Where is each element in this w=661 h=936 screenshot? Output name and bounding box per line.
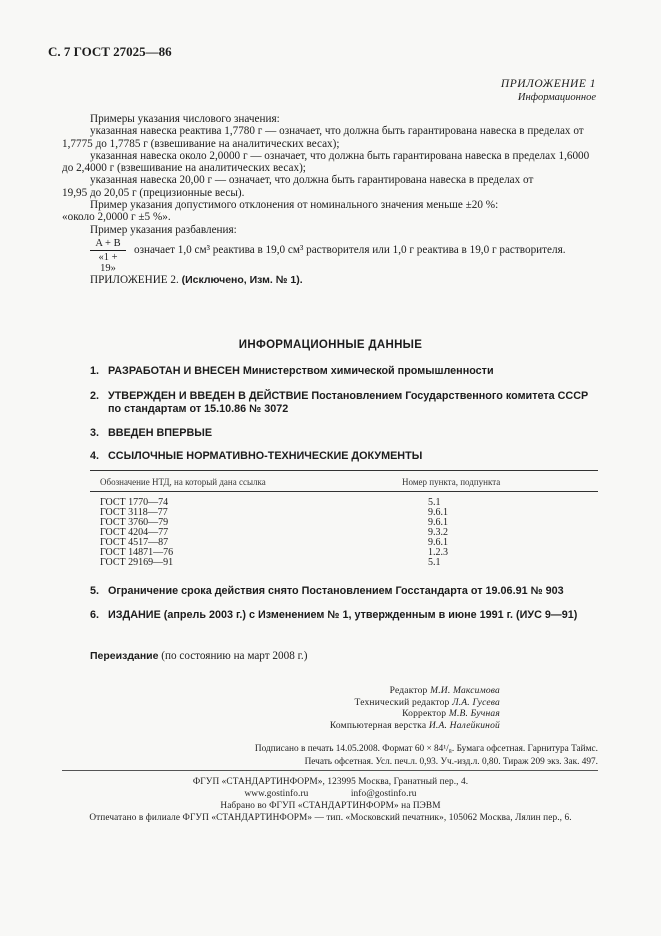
credit-role: Корректор (402, 709, 447, 719)
fraction-numerator: A + B (95, 237, 121, 249)
footer-divider (62, 770, 598, 771)
info-item (90, 450, 602, 463)
info-item-text: УТВЕРЖДЕН И ВВЕДЕН В ДЕЙСТВИЕ Постановлением Государственного комитета СССР по стандартам от 15.10.86 № 3072 (108, 390, 589, 415)
info-item (90, 390, 602, 415)
info-item-text: Ограничение срока действия снято Постановлением Госстандарта от 19.06.91 № 903 (108, 585, 564, 597)
credit-name: М.И. Максимова (430, 686, 500, 696)
republication-note (90, 650, 307, 662)
example-2-line-1: указанная навеска около 2,0000 г — означает, что должна быть гарантирована навеска в пределах 1,6000 (90, 149, 590, 162)
table-cell-clause: 5.1 (428, 557, 441, 568)
table-cell-clause: 9.3.2 (428, 527, 448, 538)
tolerance-intro: Пример указания допустимого отклонения от номинального значения меньше ±20 %: (90, 199, 499, 212)
info-item-number: 1. (90, 365, 100, 377)
info-item-number: 3. (90, 427, 100, 439)
credit-name: И.А. Налейкиной (428, 720, 500, 731)
credits-block (100, 686, 500, 732)
info-item-text: РАЗРАБОТАН И ВНЕСЕН Министерством химической промышленности (108, 365, 494, 377)
publisher-line-4: Отпечатано в филиале ФГУП «СТАНДАРТИНФОРМ» — тип. «Московский печатник», 105062 Москва, Лялин пер., 6. (89, 813, 572, 823)
publisher-web: www.gostinfo.ru (244, 789, 309, 799)
example-2-line-2: до 2,4000 г (взвешивание на аналитических весах); (62, 162, 306, 175)
table-cell-doc: ГОСТ 1770—74 (100, 497, 169, 508)
appendix-1-heading (501, 78, 596, 104)
appendix-1-title: ПРИЛОЖЕНИЕ 1 (500, 78, 596, 90)
credit-role: Компьютерная верстка (329, 720, 427, 731)
credit-role: Редактор (389, 686, 428, 696)
dilution-fraction (90, 238, 126, 274)
examples-intro: Примеры указания числового значения: (90, 113, 280, 125)
publisher-line-1: ФГУП «СТАНДАРТИНФОРМ», 123995 Москва, Гранатный пер., 4. (192, 777, 469, 787)
example-3-line-2: 19,95 до 20,05 г (прецизионные весы). (62, 186, 245, 199)
publisher-info (0, 776, 661, 824)
table-header (90, 471, 598, 491)
credit-layout (100, 721, 500, 733)
info-item-number: 2. (90, 390, 100, 402)
credit-name: М.В. Бучная (448, 709, 500, 719)
republication-label: Переиздание (90, 650, 159, 662)
info-item (90, 365, 602, 378)
fraction-bar (90, 250, 126, 251)
fraction-denominator: «1 + 19» (98, 251, 118, 274)
appendix-2-line (90, 274, 303, 286)
dilution-intro: Пример указания разбавления: (90, 223, 237, 236)
example-1-line-2: 1,7775 до 1,7785 г (взвешивание на аналитических весах); (62, 137, 340, 150)
printing-line-1: Подписано в печать 14.05.2008. Формат 60 × 84¹/₈. Бумага офсетная. Гарнитура Таймс. (254, 744, 598, 754)
info-item-number: 4. (90, 450, 100, 462)
table-cell-doc: ГОСТ 4517—87 (100, 537, 169, 548)
table-cell-clause: 1.2.3 (428, 547, 448, 558)
info-item (90, 585, 602, 598)
table-cell-clause: 5.1 (428, 497, 441, 508)
appendix-1-subtitle: Информационное (517, 92, 596, 103)
table-cell-clause: 9.6.1 (428, 537, 448, 548)
appendix-2-label: ПРИЛОЖЕНИЕ 2. (90, 274, 179, 286)
credit-tech-editor (100, 698, 500, 710)
printing-info (90, 743, 598, 769)
dilution-example (90, 236, 598, 274)
tolerance-example: «около 2,0000 г ±5 %». (62, 211, 171, 224)
info-item-number: 6. (90, 609, 100, 621)
table-header-col1: Обозначение НТД, на который дана ссылка (100, 477, 266, 487)
credit-proofreader (100, 709, 500, 721)
printing-line-2: Печать офсетная. Усл. печ.л. 0,93. Уч.-изд.л. 0,80. Тираж 209 экз. Зак. 497. (304, 757, 598, 767)
info-item-text: ИЗДАНИЕ (апрель 2003 г.) с Изменением № 1, утвержденным в июне 1991 г. (ИУС 9—91) (108, 609, 578, 621)
info-item-number: 5. (90, 585, 100, 597)
info-data-title: ИНФОРМАЦИОННЫЕ ДАННЫЕ (238, 339, 423, 351)
info-item (90, 609, 602, 622)
table-row (90, 558, 598, 568)
credit-role: Технический редактор (354, 697, 450, 708)
table-cell-clause: 9.6.1 (428, 507, 448, 518)
publisher-contacts (0, 788, 661, 800)
info-item-text: ВВЕДЕН ВПЕРВЫЕ (108, 427, 213, 439)
publisher-line-3: Набрано во ФГУП «СТАНДАРТИНФОРМ» на ПЭВМ (220, 801, 441, 811)
table-cell-doc: ГОСТ 14871—76 (100, 547, 174, 558)
examples-section (62, 113, 598, 274)
info-item-text: ССЫЛОЧНЫЕ НОРМАТИВНО-ТЕХНИЧЕСКИЕ ДОКУМЕНТЫ (108, 450, 423, 462)
reference-table (90, 470, 598, 568)
table-cell-doc: ГОСТ 29169—91 (100, 557, 174, 568)
table-cell-doc: ГОСТ 3760—79 (100, 517, 169, 528)
appendix-2-note: (Исключено, Изм. № 1). (181, 274, 303, 286)
credit-editor (100, 686, 500, 698)
table-cell-doc: ГОСТ 4204—77 (100, 527, 169, 538)
page-header: С. 7 ГОСТ 27025—86 (48, 44, 172, 59)
table-cell-doc: ГОСТ 3118—77 (100, 507, 168, 518)
info-item (90, 427, 602, 440)
table-header-col2: Номер пункта, подпункта (402, 477, 501, 487)
republication-text: (по состоянию на март 2008 г.) (161, 650, 308, 662)
table-cell-clause: 9.6.1 (428, 517, 448, 528)
credit-name: Л.А. Гусева (452, 697, 500, 708)
publisher-email: info@gostinfo.ru (350, 789, 417, 799)
example-3-line-1: указанная навеска 20,00 г — означает, что должна быть гарантирована навеска в пределах от (90, 174, 534, 187)
table-body (90, 492, 598, 568)
example-1-line-1: указанная навеска реактива 1,7780 г — означает, что должна быть гарантирована навеска в пределах от (90, 125, 584, 138)
dilution-text: означает 1,0 см³ реактива в 19,0 см³ растворителя или 1,0 г реактива в 19,0 г растворителя. (134, 243, 566, 256)
